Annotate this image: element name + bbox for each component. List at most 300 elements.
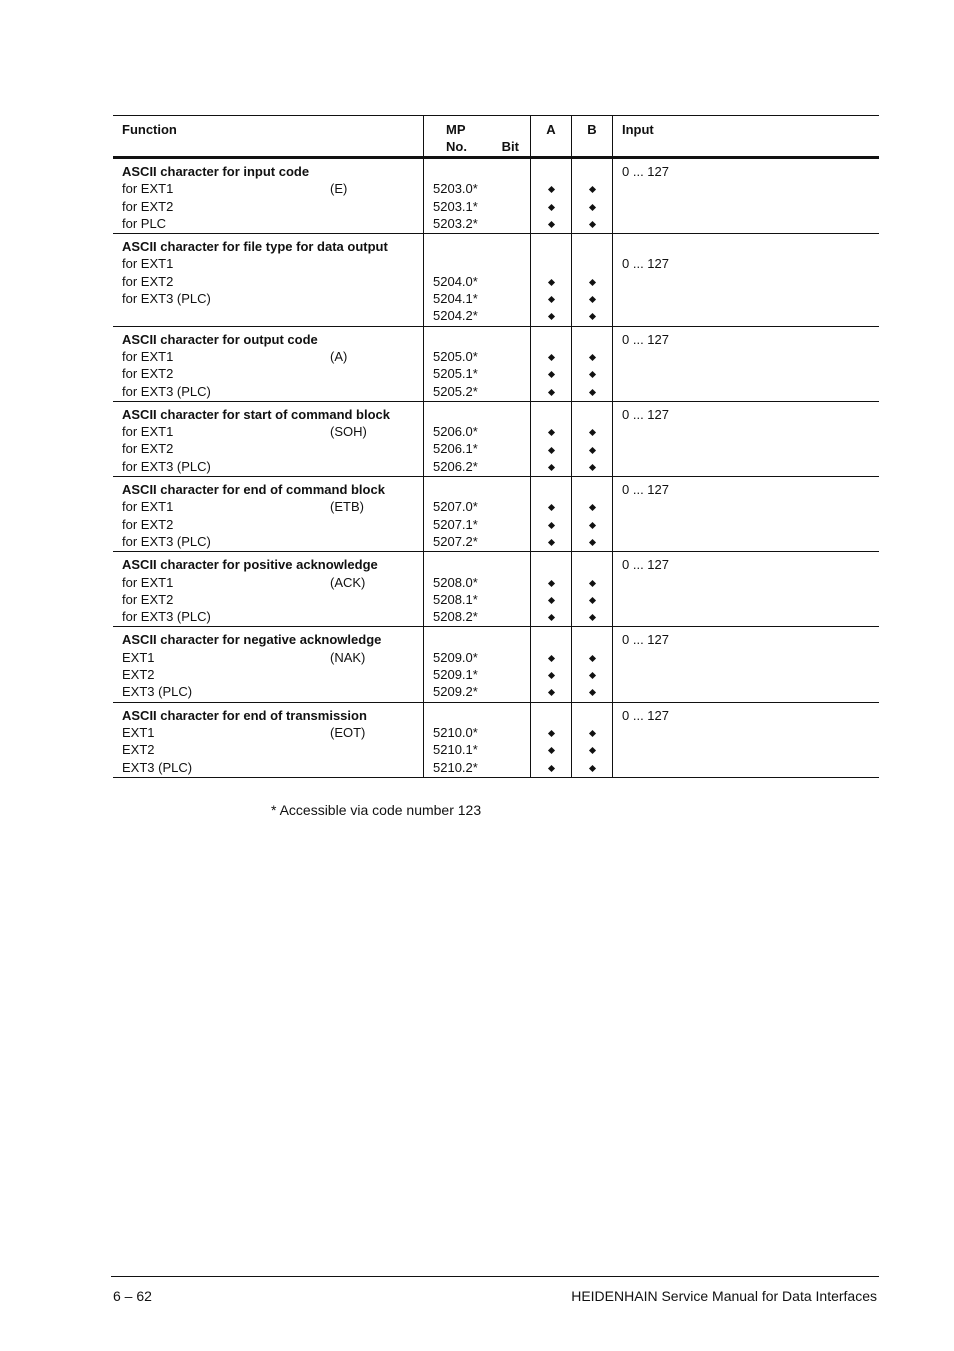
group-title: ASCII character for file type for data output (122, 239, 388, 255)
input-line: 0 ... 127 (622, 256, 669, 272)
b-spacer (572, 707, 612, 724)
b-line (572, 683, 612, 700)
header-mp (424, 116, 531, 156)
bullet-a-icon (547, 204, 554, 211)
b-line (572, 273, 612, 290)
mp-number: 5208.0* (433, 574, 478, 590)
b-line (572, 574, 612, 591)
a-cell (531, 234, 572, 325)
input-line (622, 666, 879, 683)
input-line (622, 423, 879, 440)
function-label: for EXT1 (122, 256, 174, 272)
function-label: for EXT1 (122, 181, 174, 197)
bullet-b-icon (588, 296, 595, 303)
function-line (122, 215, 423, 232)
mp-cell (424, 402, 531, 476)
group-title: ASCII character for start of command block (122, 406, 391, 422)
function-label: for EXT2 (122, 441, 174, 457)
b-line (572, 649, 612, 666)
mp-number: 5203.2* (433, 215, 478, 231)
bullet-a-icon (547, 580, 554, 587)
function-line (122, 180, 423, 197)
a-line (531, 724, 571, 741)
control-char-abbr: (NAK) (330, 649, 366, 665)
input-line (622, 741, 879, 758)
bullet-b-icon (588, 464, 595, 471)
function-line (122, 290, 423, 307)
mp-cell (424, 159, 531, 233)
a-line (531, 215, 571, 232)
input-line (622, 348, 879, 365)
a-line (531, 683, 571, 700)
footnote: * Accessible via code number 123 (271, 802, 482, 818)
function-line (122, 383, 423, 400)
input-line (622, 365, 879, 382)
function-line (122, 273, 423, 290)
header-no-label: No. (446, 139, 467, 154)
mp-number: 5203.0* (433, 181, 478, 197)
b-line (572, 533, 612, 550)
bullet-b-icon (588, 765, 595, 772)
bullet-b-icon (588, 279, 595, 286)
input-line (622, 498, 879, 515)
a-spacer (531, 406, 571, 423)
input-line (622, 440, 879, 457)
b-line (572, 307, 612, 324)
input-line (622, 574, 879, 591)
function-label: for EXT3 (PLC) (122, 383, 211, 399)
a-cell (531, 159, 572, 233)
input-range: 0 ... 127 (622, 406, 669, 422)
mp-spacer (433, 406, 530, 423)
function-line (122, 724, 423, 741)
function-label: EXT3 (PLC) (122, 684, 193, 700)
a-line (531, 423, 571, 440)
mp-number: 5204.1* (433, 291, 478, 307)
input-line (622, 198, 879, 215)
function-line (122, 741, 423, 758)
function-label: for PLC (122, 215, 167, 231)
mp-number: 5207.2* (433, 533, 478, 549)
b-cell (572, 703, 613, 777)
bullet-a-icon (547, 747, 554, 754)
header-a (531, 116, 572, 156)
function-label: EXT2 (122, 742, 155, 758)
function-cell (113, 477, 424, 551)
mp-number: 5209.2* (433, 684, 478, 700)
function-cell (113, 703, 424, 777)
function-label: for EXT2 (122, 273, 174, 289)
input-range: 0 ... 127 (622, 557, 669, 573)
function-label: EXT2 (122, 667, 155, 683)
mp-number: 5206.2* (433, 458, 478, 474)
b-cell (572, 234, 613, 325)
table-group (113, 552, 879, 627)
function-label: EXT3 (PLC) (122, 759, 193, 775)
function-line (122, 348, 423, 365)
mp-number: 5210.0* (433, 724, 478, 740)
b-cell (572, 477, 613, 551)
function-line (122, 649, 423, 666)
input-cell (613, 159, 879, 233)
b-cell (572, 552, 613, 626)
a-cell (531, 703, 572, 777)
table-group (113, 402, 879, 477)
group-title: ASCII character for positive acknowledge (122, 557, 378, 573)
b-line (572, 180, 612, 197)
bullet-a-icon (547, 672, 554, 679)
a-line (531, 440, 571, 457)
table-body (113, 159, 879, 778)
function-line (122, 533, 423, 550)
manual-title: HEIDENHAIN Service Manual for Data Interfaces (571, 1288, 877, 1304)
bullet-a-icon (547, 446, 554, 453)
a-line (531, 608, 571, 625)
input-range (622, 238, 879, 255)
bullet-a-icon (547, 371, 554, 378)
b-line (572, 290, 612, 307)
b-line (572, 759, 612, 776)
control-char-abbr: (EOT) (330, 724, 366, 740)
bullet-b-icon (588, 689, 595, 696)
bullet-b-icon (588, 730, 595, 737)
mp-spacer (433, 556, 530, 573)
input-line (622, 683, 879, 700)
bullet-b-icon (588, 597, 595, 604)
mp-number: 5206.1* (433, 441, 478, 457)
b-line (572, 741, 612, 758)
group-title: ASCII character for input code (122, 164, 310, 179)
input-cell (613, 402, 879, 476)
function-cell (113, 159, 424, 233)
a-line (531, 365, 571, 382)
control-char-abbr: (E) (330, 181, 348, 197)
mp-number: 5206.0* (433, 424, 478, 440)
bullet-b-icon (588, 614, 595, 621)
input-cell (613, 552, 879, 626)
a-line (531, 666, 571, 683)
table-group (113, 159, 879, 234)
input-line (622, 290, 879, 307)
b-line (572, 498, 612, 515)
b-spacer (572, 406, 612, 423)
mp-number: 5204.0* (433, 273, 478, 289)
input-range: 0 ... 127 (622, 331, 669, 347)
bullet-b-icon (588, 522, 595, 529)
a-spacer (531, 631, 571, 648)
bullet-b-icon (588, 446, 595, 453)
table-header (113, 115, 879, 159)
a-cell (531, 627, 572, 701)
mp-spacer (433, 707, 530, 724)
mp-cell (424, 477, 531, 551)
input-line (622, 724, 879, 741)
a-line (531, 574, 571, 591)
bullet-a-icon (547, 389, 554, 396)
header-mp-label: MP (446, 122, 466, 137)
mp-number: 5208.2* (433, 609, 478, 625)
group-title: ASCII character for output code (122, 331, 318, 347)
bullet-b-icon (588, 747, 595, 754)
input-range: 0 ... 127 (622, 164, 669, 179)
a-spacer (531, 331, 571, 348)
b-line (572, 348, 612, 365)
function-label: for EXT1 (122, 574, 174, 590)
bullet-a-icon (547, 354, 554, 361)
b-line (572, 516, 612, 533)
bullet-a-icon (547, 186, 554, 193)
function-line (122, 759, 423, 776)
a-line (531, 180, 571, 197)
a-line (531, 348, 571, 365)
group-title: ASCII character for end of transmission (122, 707, 367, 723)
function-label: EXT1 (122, 649, 155, 665)
bullet-b-icon (588, 429, 595, 436)
b-spacer (572, 556, 612, 573)
function-label: for EXT3 (PLC) (122, 291, 211, 307)
a-line (531, 516, 571, 533)
input-line (622, 458, 879, 475)
function-line (122, 608, 423, 625)
input-line (622, 273, 879, 290)
function-label: for EXT2 (122, 366, 174, 382)
b-line (572, 198, 612, 215)
mp-number: 5205.0* (433, 348, 478, 364)
header-input (613, 116, 879, 156)
b-cell (572, 627, 613, 701)
mp-number: 5209.0* (433, 649, 478, 665)
header-input-label: Input (622, 122, 654, 137)
header-function (113, 116, 424, 156)
function-line (122, 423, 423, 440)
function-line (122, 307, 423, 324)
bullet-b-icon (588, 672, 595, 679)
mp-spacer (433, 238, 530, 255)
function-line (122, 516, 423, 533)
a-cell (531, 477, 572, 551)
function-label: EXT1 (122, 724, 155, 740)
input-line (622, 608, 879, 625)
a-line (531, 290, 571, 307)
bullet-b-icon (588, 389, 595, 396)
group-title: ASCII character for end of command block (122, 482, 385, 498)
a-line (531, 255, 571, 272)
a-line (531, 198, 571, 215)
b-line (572, 666, 612, 683)
b-line (572, 724, 612, 741)
input-cell (613, 327, 879, 401)
input-cell (613, 234, 879, 325)
mp-spacer (433, 481, 530, 498)
function-line (122, 458, 423, 475)
input-line (622, 516, 879, 533)
b-cell (572, 159, 613, 233)
bullet-a-icon (547, 522, 554, 529)
b-line (572, 383, 612, 400)
bullet-a-icon (547, 279, 554, 286)
header-a-label: A (546, 122, 556, 137)
bullet-a-icon (547, 597, 554, 604)
mp-number: 5204.2* (433, 308, 478, 324)
function-line (122, 198, 423, 215)
header-function-label: Function (122, 122, 177, 137)
function-line (122, 666, 423, 683)
a-spacer (531, 238, 571, 255)
table-group (113, 327, 879, 402)
a-spacer (531, 163, 571, 180)
bullet-a-icon (547, 313, 554, 320)
b-line (572, 591, 612, 608)
function-cell (113, 402, 424, 476)
a-line (531, 273, 571, 290)
bullet-b-icon (588, 655, 595, 662)
function-label: for EXT2 (122, 198, 174, 214)
bullet-b-icon (588, 539, 595, 546)
function-cell (113, 552, 424, 626)
mp-cell (424, 703, 531, 777)
b-spacer (572, 331, 612, 348)
bullet-a-icon (547, 464, 554, 471)
mp-cell (424, 234, 531, 325)
a-line (531, 383, 571, 400)
b-cell (572, 402, 613, 476)
input-line (622, 180, 879, 197)
bullet-b-icon (588, 580, 595, 587)
bullet-a-icon (547, 765, 554, 772)
a-line (531, 498, 571, 515)
b-line (572, 365, 612, 382)
mp-number: 5207.1* (433, 516, 478, 532)
bullet-a-icon (547, 221, 554, 228)
mp-spacer (433, 163, 530, 180)
bullet-b-icon (588, 221, 595, 228)
input-cell (613, 703, 879, 777)
mp-cell (424, 552, 531, 626)
bullet-a-icon (547, 429, 554, 436)
bullet-b-icon (588, 186, 595, 193)
mp-number: 5205.1* (433, 366, 478, 382)
function-line (122, 255, 423, 272)
a-cell (531, 327, 572, 401)
input-line (622, 383, 879, 400)
bullet-b-icon (588, 504, 595, 511)
a-line (531, 591, 571, 608)
function-label: for EXT3 (PLC) (122, 458, 211, 474)
function-label: for EXT1 (122, 499, 174, 515)
function-label: for EXT2 (122, 516, 174, 532)
table-group (113, 703, 879, 778)
mp-number: 5205.2* (433, 383, 478, 399)
group-title: ASCII character for negative acknowledge (122, 632, 382, 648)
bullet-a-icon (547, 689, 554, 696)
input-cell (613, 627, 879, 701)
input-line (622, 591, 879, 608)
mp-number (433, 255, 530, 272)
b-spacer (572, 163, 612, 180)
b-line (572, 458, 612, 475)
input-line (622, 759, 879, 776)
b-line (572, 423, 612, 440)
a-line (531, 307, 571, 324)
input-cell (613, 477, 879, 551)
b-spacer (572, 238, 612, 255)
control-char-abbr: (ETB) (330, 499, 364, 515)
mp-cell (424, 327, 531, 401)
mp-number: 5210.2* (433, 759, 478, 775)
input-line (622, 533, 879, 550)
table-group (113, 234, 879, 326)
input-line (622, 307, 879, 324)
bullet-b-icon (588, 354, 595, 361)
input-line (622, 649, 879, 666)
page-number: 6 – 62 (113, 1288, 152, 1304)
b-cell (572, 327, 613, 401)
b-spacer (572, 481, 612, 498)
header-b (572, 116, 613, 156)
bullet-a-icon (547, 504, 554, 511)
function-label: for EXT2 (122, 591, 174, 607)
mp-spacer (433, 331, 530, 348)
a-line (531, 759, 571, 776)
bullet-a-icon (547, 539, 554, 546)
function-label: for EXT1 (122, 348, 174, 364)
function-line (122, 591, 423, 608)
function-line (122, 574, 423, 591)
a-cell (531, 402, 572, 476)
mp-number: 5208.1* (433, 591, 478, 607)
a-spacer (531, 707, 571, 724)
header-b-label: B (587, 122, 597, 137)
function-line (122, 498, 423, 515)
table-group (113, 627, 879, 702)
input-line (622, 215, 879, 232)
function-cell (113, 234, 424, 325)
function-cell (113, 627, 424, 701)
control-char-abbr: (SOH) (330, 424, 367, 440)
b-line (572, 608, 612, 625)
input-range: 0 ... 127 (622, 632, 669, 648)
input-range: 0 ... 127 (622, 707, 669, 723)
bullet-b-icon (588, 371, 595, 378)
function-cell (113, 327, 424, 401)
parameter-table (113, 115, 879, 778)
mp-cell (424, 627, 531, 701)
b-line (572, 440, 612, 457)
input-range: 0 ... 127 (622, 482, 669, 498)
function-label: for EXT1 (122, 424, 174, 440)
bullet-a-icon (547, 296, 554, 303)
function-line (122, 365, 423, 382)
mp-number: 5210.1* (433, 742, 478, 758)
function-line (122, 440, 423, 457)
a-line (531, 741, 571, 758)
mp-number: 5207.0* (433, 499, 478, 515)
function-line (122, 683, 423, 700)
bullet-a-icon (547, 730, 554, 737)
a-cell (531, 552, 572, 626)
function-label: for EXT3 (PLC) (122, 533, 211, 549)
mp-spacer (433, 631, 530, 648)
header-bit-label: Bit (501, 139, 519, 154)
bullet-a-icon (547, 614, 554, 621)
control-char-abbr: (A) (330, 348, 348, 364)
footer-divider (111, 1276, 879, 1277)
a-line (531, 533, 571, 550)
bullet-a-icon (547, 655, 554, 662)
mp-number: 5203.1* (433, 198, 478, 214)
a-line (531, 458, 571, 475)
table-group (113, 477, 879, 552)
